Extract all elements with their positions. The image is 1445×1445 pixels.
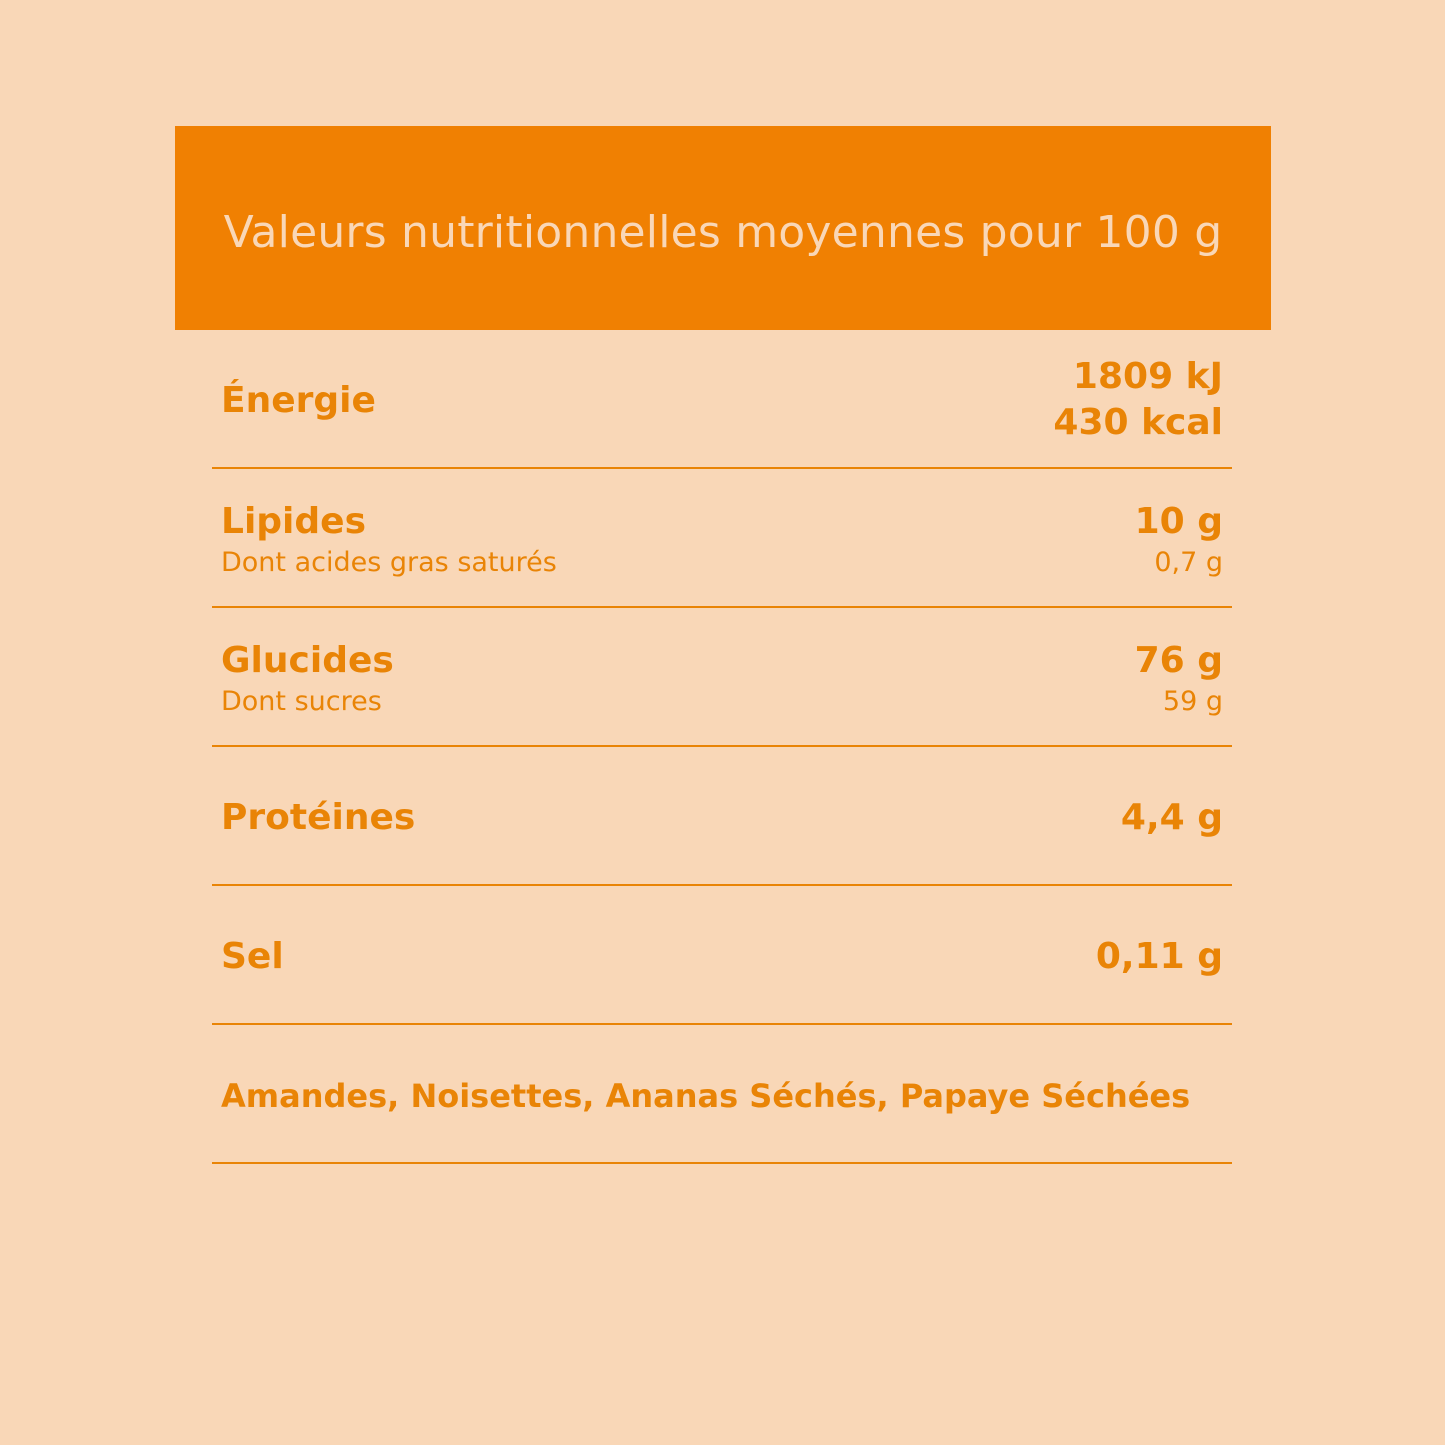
table-row-proteines bbox=[212, 747, 1232, 886]
energie-kcal-value: 430 kcal bbox=[1053, 402, 1223, 443]
glucides-value: 76 g bbox=[1134, 640, 1223, 681]
lipides-sub-value: 0,7 g bbox=[1154, 547, 1223, 578]
glucides-sub-value: 59 g bbox=[1162, 686, 1223, 717]
energie-label: Énergie bbox=[221, 380, 376, 421]
glucides-sub-label: Dont sucres bbox=[221, 686, 382, 717]
table-row-glucides bbox=[212, 608, 1232, 747]
glucides-label: Glucides bbox=[221, 640, 394, 681]
sel-value: 0,11 g bbox=[1095, 936, 1223, 977]
table-row-energie bbox=[212, 330, 1232, 469]
sel-label: Sel bbox=[221, 936, 284, 977]
table-row-ingredients bbox=[212, 1025, 1232, 1164]
lipides-value: 10 g bbox=[1134, 501, 1223, 542]
ingredients-text: Amandes, Noisettes, Ananas Séchés, Papaye Séchées bbox=[221, 1077, 1191, 1115]
table-header bbox=[175, 126, 1271, 330]
table-title: Valeurs nutritionnelles moyennes pour 100 g bbox=[223, 206, 1223, 258]
proteines-label: Protéines bbox=[221, 797, 416, 838]
energie-kj-value: 1809 kJ bbox=[1072, 356, 1223, 397]
nutrition-table bbox=[212, 330, 1232, 1164]
lipides-label: Lipides bbox=[221, 501, 367, 542]
table-row-sel bbox=[212, 886, 1232, 1025]
proteines-value: 4,4 g bbox=[1120, 797, 1223, 838]
lipides-sub-label: Dont acides gras saturés bbox=[221, 547, 557, 578]
table-row-lipides bbox=[212, 469, 1232, 608]
